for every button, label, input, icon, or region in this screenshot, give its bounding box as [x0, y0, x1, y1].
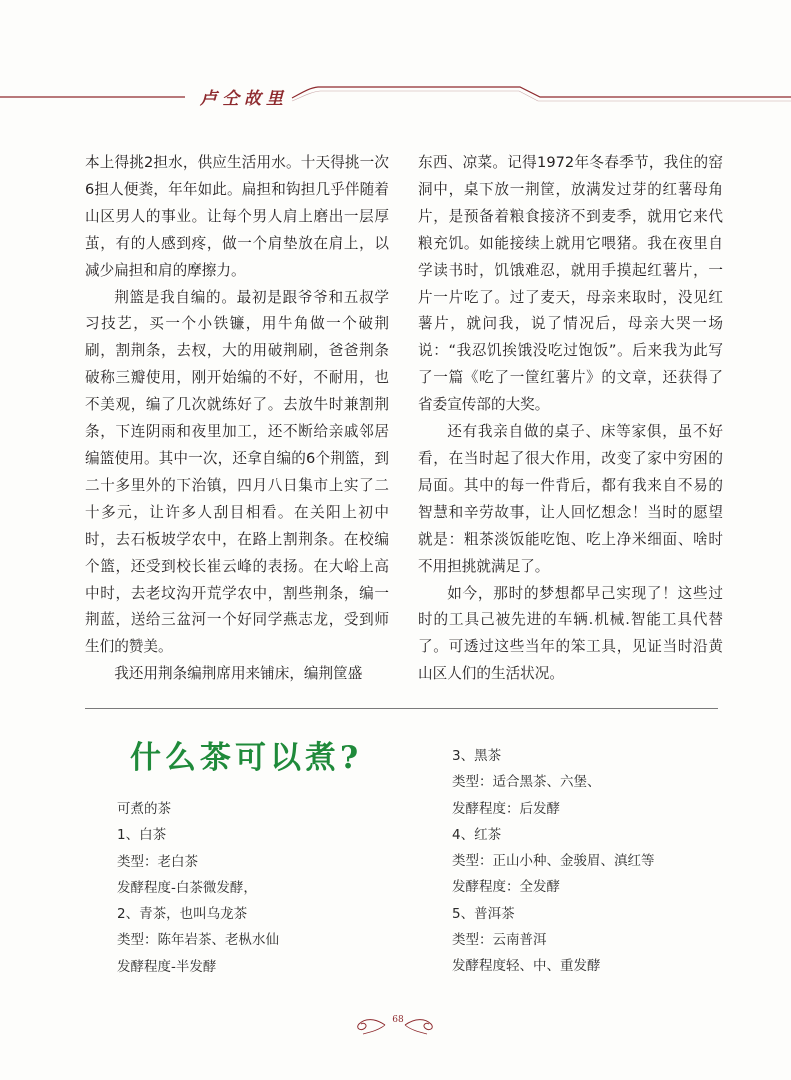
tea-list-item: 2、青茶，也叫乌龙茶 — [117, 906, 248, 923]
header-title: 卢仝故里 — [200, 89, 288, 109]
tea-list-left — [117, 796, 279, 980]
tea-list-item: 类型：正山小种、金骏眉、滇红等 — [452, 853, 655, 870]
section-divider — [85, 708, 718, 709]
footer-swirl-left — [358, 1020, 385, 1030]
header-line-right — [292, 87, 791, 98]
article-paragraph: 荆篮是我自编的。最初是跟爷爷和五叔学习技艺，买一个小铁镰，用牛角做一个破荆刷，割荆条，去杈，大的用破荆刷，爸爸荆条破称三瓣使用，刚开始编的不好，不耐用，也不美观，编了几次就练好了。去放牛时兼割荆条，下连阴雨和夜里加工，还不断给亲戚邻居编篮使用。其中一次，还拿自编的6个荆篮，到二十多里外的下治镇，四月八日集市上实了二十多元，让许多人刮目相看。在关阳上初中时，去石板坡学农中，在路上割荆条。在校编个篮，还受到校长崔云峰的表扬。在大峪上高中时，去老坟沟开荒学农中，割些荆条，编一荆蓝，送给三盆河一个好同学燕志龙，受到师生们的赞美。 — [85, 288, 389, 656]
article-paragraph: 还有我亲自做的桌子、床等家俱，虽不好看，在当时起了很大作用，改变了家中穷困的局面。其中的每一件背后，都有我来自不易的智慧和辛劳故事，让人回忆想念！当时的愿望就是：粗茶淡饭能吃饱、吃上净米细面、啥时不用担挑就满足了。 — [418, 423, 723, 575]
header-ornament — [0, 80, 791, 120]
article-paragraph: 本上得挑2担水，供应生活用水。十天得挑一次6担人便粪，年年如此。扁担和钩担几乎伴随着山区男人的事业。让每个男人肩上磨出一层厚茧，有的人感到疼，做一个肩垫放在肩上，以减少扁担和肩的摩擦力。 — [85, 154, 389, 279]
tea-list-item: 可煮的茶 — [117, 801, 171, 817]
article-paragraph: 我还用荆条编荆席用来铺床，编荆筐盛 — [114, 665, 363, 683]
article-paragraph: 东西、凉菜。记得1972年冬春季节，我住的窑洞中，桌下放一荆筐，放满发过芽的红薯母角片，是预备着粮食接济不到麦季，就用它来代粮充饥。如能接续上就用它喂猪。我在夜里自学读书时，饥饿难忍，就用手摸起红薯片，一片一片吃了。过了麦天，母亲来取时，没见红薯片，就问我，说了情况后，母亲大哭一场说：“我忍饥挨饿没吃过饱饭”。后来我为此写了一篇《吃了一筐红薯片》的文章，还获得了省委宣传部的大奖。 — [418, 154, 723, 414]
article-column-right — [418, 150, 723, 688]
tea-list-item: 4、红茶 — [452, 826, 502, 843]
tea-list-item: 类型：云南普洱 — [452, 932, 547, 949]
article-paragraph: 如今，那时的梦想都早己实现了！这些过时的工具己被先进的车辆.机械.智能工具代替了。可透过这些当年的笨工具，见证当时沿黄山区人们的生活状况。 — [418, 584, 723, 683]
tea-list-item: 1、白茶 — [117, 827, 167, 844]
tea-list-item: 发酵程度-白茶微发酵， — [117, 879, 257, 896]
header-line-right-shadow — [292, 91, 791, 101]
tea-list-item: 类型：老白茶 — [117, 853, 198, 870]
tea-list-item: 发酵程度轻、中、重发酵 — [452, 958, 601, 975]
tea-list-item: 类型：适合黑茶、六堡、 — [452, 774, 601, 791]
article-column-left — [85, 150, 389, 688]
tea-list-item: 发酵程度：全发酵 — [452, 879, 560, 896]
tea-list-item: 发酵程度-半发酵 — [117, 958, 217, 975]
tea-list-right — [452, 743, 655, 980]
footer-swirl-right — [405, 1020, 432, 1030]
tea-list-item: 3、黑茶 — [452, 748, 502, 764]
tea-list-item: 类型：陈年岩茶、老枞水仙 — [117, 932, 279, 949]
page-number: 68 — [392, 1015, 404, 1025]
tea-section-heading: 什么茶可以煮? — [130, 740, 363, 776]
tea-list-item: 5、普洱茶 — [452, 905, 515, 922]
tea-list-item: 发酵程度：后发酵 — [452, 800, 560, 817]
